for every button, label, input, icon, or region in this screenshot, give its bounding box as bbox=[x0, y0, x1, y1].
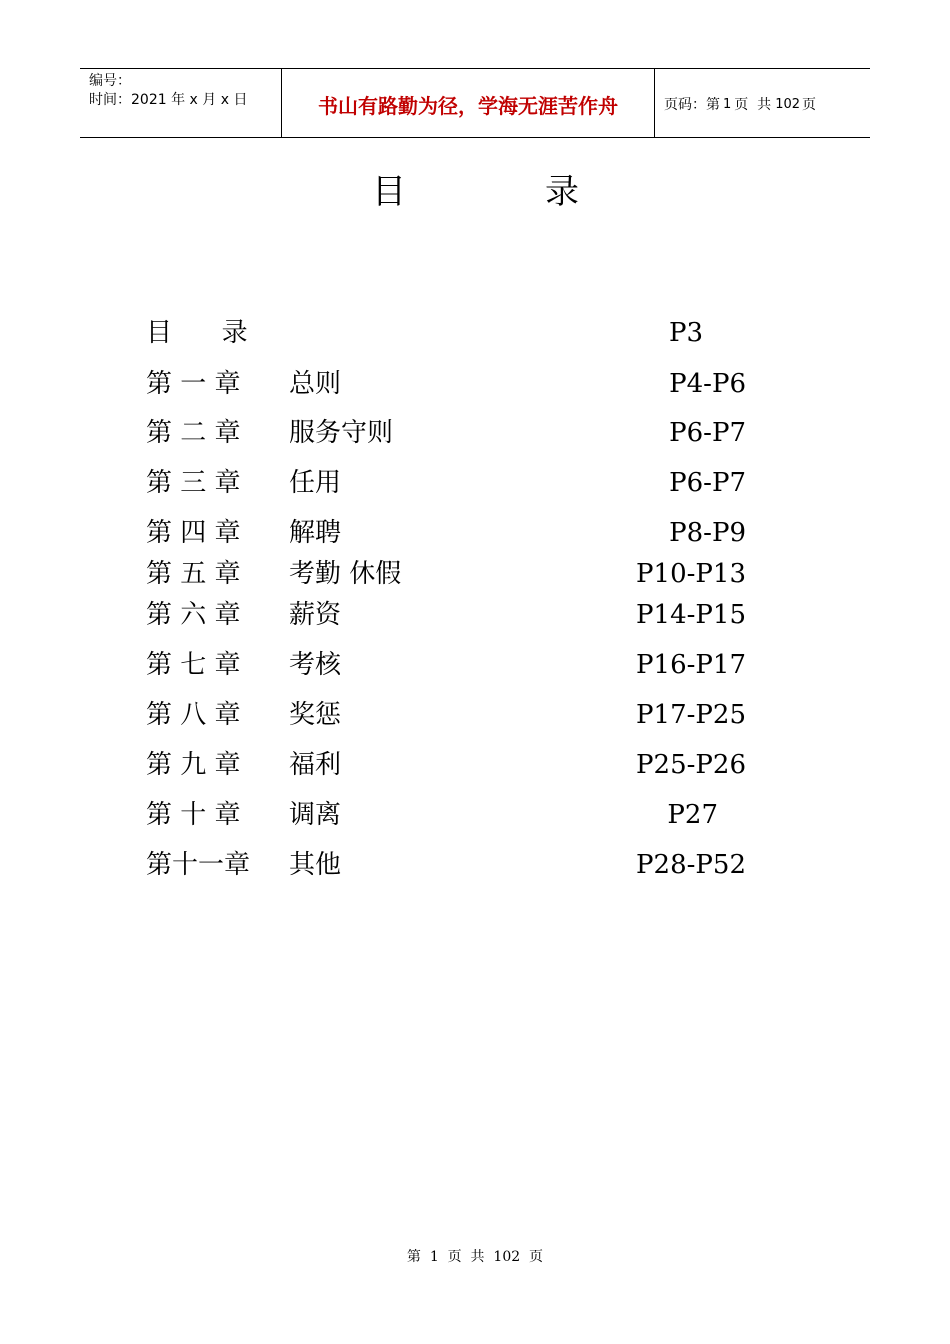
toc-title: 总则 bbox=[289, 369, 342, 399]
toc-title: 调离 bbox=[289, 800, 342, 830]
toc-title: 考勤 休假 bbox=[289, 559, 402, 589]
toc-chapter: 第 八 章 bbox=[146, 700, 241, 730]
header-page-prefix: 页码：第 bbox=[664, 97, 720, 113]
toc-row bbox=[146, 698, 746, 732]
toc-row bbox=[146, 516, 746, 550]
toc-title: 奖惩 bbox=[289, 700, 342, 730]
toc-title: 考核 bbox=[289, 650, 342, 680]
toc-chapter: 第 六 章 bbox=[146, 600, 241, 630]
toc-row bbox=[146, 648, 746, 682]
toc-title: 任用 bbox=[289, 468, 342, 498]
page-footer bbox=[0, 1246, 950, 1266]
toc-row bbox=[146, 416, 746, 450]
header-motto: 书山有路勤为径，学海无涯苦作舟 bbox=[282, 69, 655, 137]
toc-page: P3 bbox=[668, 318, 703, 348]
toc-chapter: 第 四 章 bbox=[146, 518, 241, 548]
toc-row bbox=[146, 316, 746, 350]
footer-page-number: 第 1 页 共 102 页 bbox=[406, 1249, 544, 1265]
toc-chapter: 第 五 章 bbox=[146, 559, 241, 589]
title-char-2: 录 bbox=[545, 172, 579, 212]
toc-page: P28-P52 bbox=[636, 850, 746, 880]
header-number-label: 编号： bbox=[89, 73, 131, 89]
header-page-total: 102 bbox=[775, 96, 801, 112]
toc-page: P8-P9 bbox=[669, 518, 746, 548]
toc-title: 福利 bbox=[289, 750, 342, 780]
toc-chapter: 第 九 章 bbox=[146, 750, 241, 780]
toc-page: P16-P17 bbox=[636, 650, 746, 680]
toc-page: P6-P7 bbox=[669, 418, 746, 448]
toc-page: P10-P13 bbox=[636, 559, 746, 589]
toc-chapter: 第 二 章 bbox=[146, 418, 241, 448]
toc-row bbox=[146, 798, 746, 832]
header-time-label: 时间：2021 年 x 月 x 日 bbox=[89, 92, 248, 108]
toc-row bbox=[146, 848, 746, 882]
toc-chapter: 目 录 bbox=[146, 318, 248, 348]
toc-chapter: 第十一章 bbox=[146, 850, 251, 880]
header-page-mid: 页 共 bbox=[734, 97, 772, 113]
toc-page: P27 bbox=[667, 800, 718, 830]
title-char-1: 目 bbox=[372, 172, 406, 212]
toc-title: 薪资 bbox=[289, 600, 342, 630]
header-page-suffix: 页 bbox=[802, 97, 817, 113]
toc-page: P6-P7 bbox=[669, 468, 746, 498]
toc-row bbox=[146, 748, 746, 782]
toc-row bbox=[146, 466, 746, 500]
toc-title: 解聘 bbox=[289, 518, 342, 548]
toc-title: 其他 bbox=[289, 850, 342, 880]
toc-page: P25-P26 bbox=[636, 750, 746, 780]
toc-title: 服务守则 bbox=[289, 418, 394, 448]
toc-row bbox=[146, 598, 746, 632]
toc-chapter: 第 十 章 bbox=[146, 800, 241, 830]
toc-page: P17-P25 bbox=[636, 700, 746, 730]
toc-chapter: 第 三 章 bbox=[146, 468, 241, 498]
header-page-current: 1 bbox=[723, 96, 732, 112]
toc-row bbox=[146, 367, 746, 401]
toc-page: P4-P6 bbox=[669, 369, 746, 399]
toc-chapter: 第 七 章 bbox=[146, 650, 241, 680]
toc-chapter: 第 一 章 bbox=[146, 369, 241, 399]
toc-page: P14-P15 bbox=[636, 600, 746, 630]
toc-row bbox=[146, 557, 746, 591]
